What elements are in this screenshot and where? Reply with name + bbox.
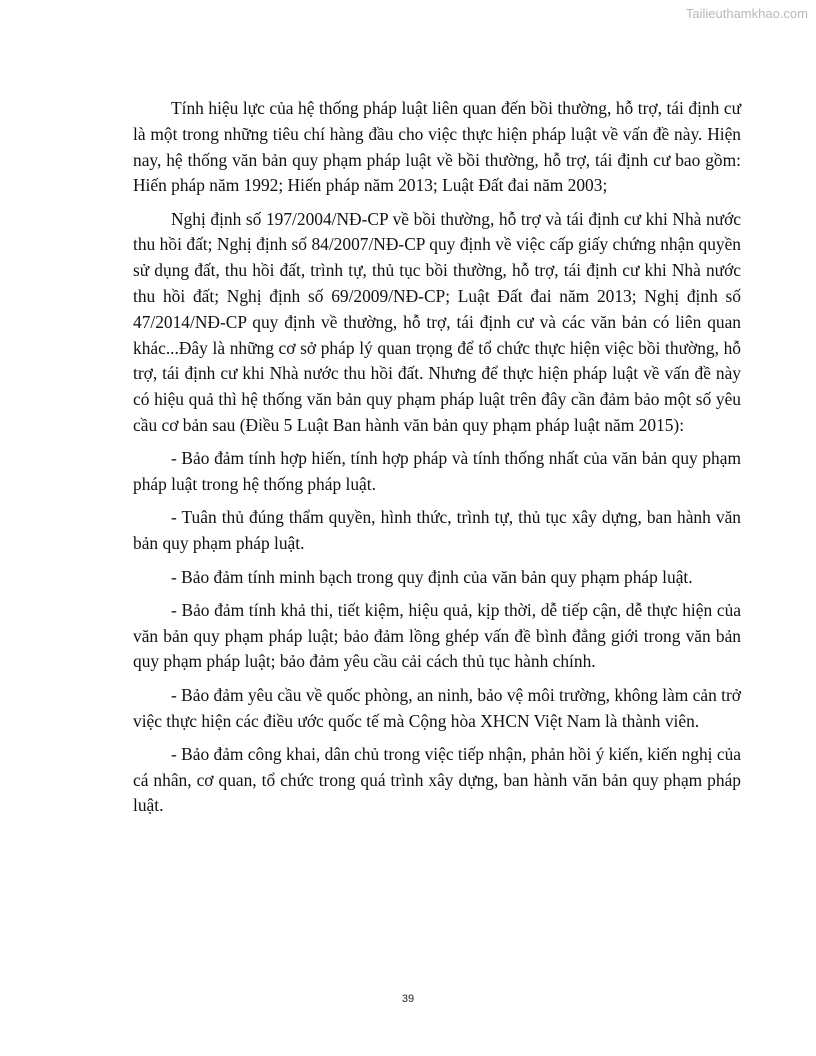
requirement-item: - Bảo đảm tính minh bạch trong quy định của văn bản quy phạm pháp luật.	[171, 566, 693, 587]
document-body	[133, 96, 741, 827]
requirement-item: - Bảo đảm tính hợp hiến, tính hợp pháp và tính thống nhất của văn bản quy phạm pháp luật trong hệ thống pháp luật.	[133, 448, 741, 495]
paragraph-intro: Tính hiệu lực của hệ thống pháp luật liên quan đến bồi thường, hỗ trợ, tái định cư là một trong những tiêu chí hàng đầu cho việc thực hiện pháp luật về vấn đề này. Hiện nay, hệ thống văn bản quy phạm pháp luật về bồi thường, hỗ trợ, tái định cư bao gồm: Hiến pháp năm 1992; Hiến pháp năm 2013; Luật Đất đai năm 2003;	[133, 98, 741, 196]
requirement-item: - Bảo đảm tính khả thi, tiết kiệm, hiệu quả, kịp thời, dễ tiếp cận, dễ thực hiện của văn bản quy phạm pháp luật; bảo đảm lồng ghép vấn đề bình đẳng giới trong văn bản quy phạm pháp luật; bảo đảm yêu cầu cải cách thủ tục hành chính.	[133, 599, 741, 672]
paragraph-legal-basis: Nghị định số 197/2004/NĐ-CP về bồi thường, hỗ trợ và tái định cư khi Nhà nước thu hồi đất; Nghị định số 84/2007/NĐ-CP quy định về việc cấp giấy chứng nhận quyền sử dụng đất, thu hồi đất, trình tự, thủ tục bồi thường, hỗ trợ, tái định cư khi Nhà nước thu hồi đất; Nghị định số 69/2009/NĐ-CP; Luật Đất đai năm 2013; Nghị định số 47/2014/NĐ-CP quy định về thường, hỗ trợ, tái định cư và các văn bản có liên quan khác...Đây là những cơ sở pháp lý quan trọng để tổ chức thực hiện việc bồi thường, hỗ trợ, tái định cư khi Nhà nước thu hồi đất. Nhưng để thực hiện pháp luật về vấn đề này có hiệu quả thì hệ thống văn bản quy phạm pháp luật trên đây cần đảm bảo một số yêu cầu cơ bản sau (Điều 5 Luật Ban hành văn bản quy phạm pháp luật năm 2015):	[133, 208, 741, 436]
requirement-item: - Bảo đảm công khai, dân chủ trong việc tiếp nhận, phản hồi ý kiến, kiến nghị của cá nhân, cơ quan, tổ chức trong quá trình xây dựng, ban hành văn bản quy phạm pháp luật.	[133, 743, 741, 816]
requirement-item: - Tuân thủ đúng thẩm quyền, hình thức, trình tự, thủ tục xây dựng, ban hành văn bản quy phạm pháp luật.	[133, 507, 741, 554]
page-number: 39	[401, 993, 415, 1005]
requirement-item: - Bảo đảm yêu cầu về quốc phòng, an ninh, bảo vệ môi trường, không làm cản trở việc thực hiện các điều ước quốc tế mà Cộng hòa XHCN Việt Nam là thành viên.	[133, 684, 741, 731]
watermark: Tailieuthamkhao.com	[685, 6, 808, 21]
